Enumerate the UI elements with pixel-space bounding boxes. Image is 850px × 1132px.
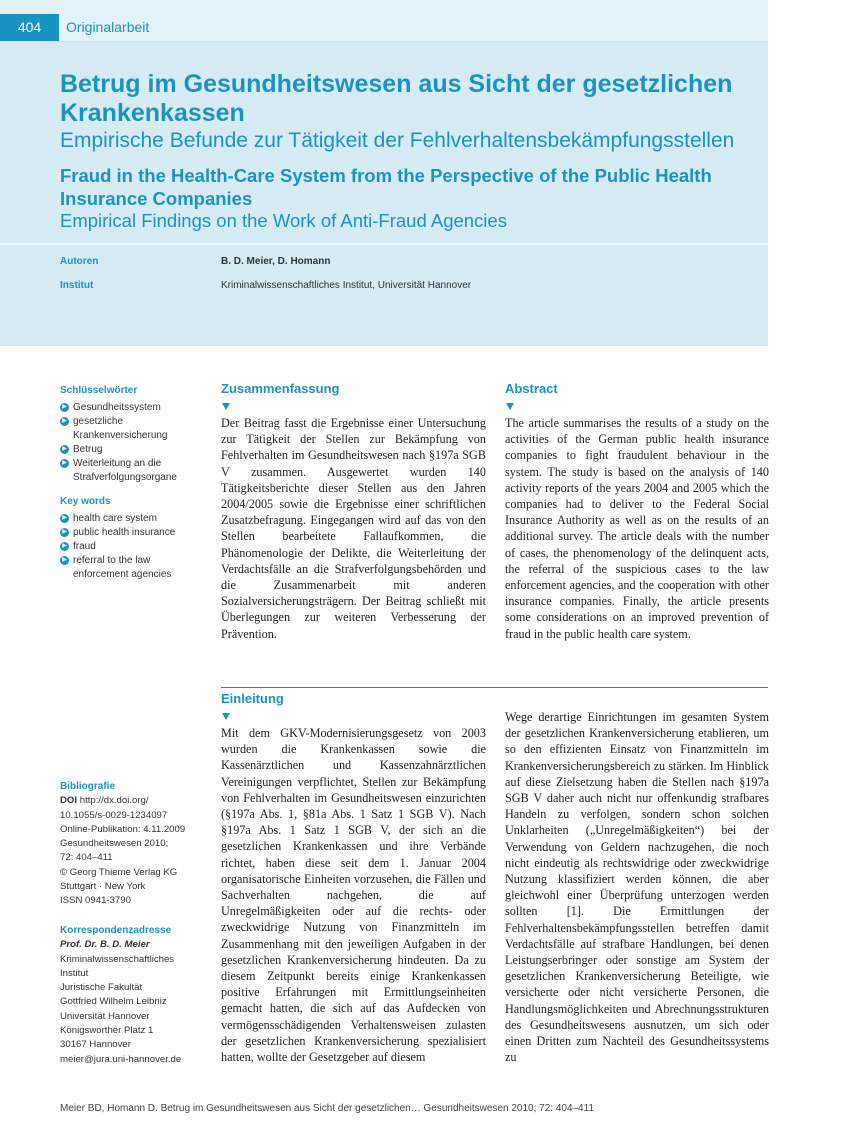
keywords-sidebar — [60, 384, 200, 592]
article-title-de: Betrug im Gesundheitswesen aus Sicht der gesetzlichen Krankenkassen — [60, 70, 733, 127]
abstract-text: The article summarises the results of a study on the activities of the German public health insurance companies to fight fraudulent behaviour in the system. The study is based on the analysis of 140 activity reports of the years 2004 and 2005 which the companies had to deliver to the Federal Social Insurance Authority as well as on the results of an additional survey. The article deals with the number of cases, the phenomenology of the delinquent acts, the referral of the suspicious cases to the law enforcement agencies, and the cooperation with other insurance companies. Finally, the article presents some considerations on an improved prevention of fraud in the public health care system. — [505, 416, 769, 641]
keyword-item: ▶ Gesundheitssystem — [60, 401, 200, 415]
bibliography — [60, 780, 210, 909]
keywords-de-list — [60, 401, 200, 485]
header-divider — [0, 243, 768, 245]
keywords-en-list — [60, 512, 200, 582]
keywords-en-heading: Key words — [60, 496, 111, 507]
keywords-de-heading: Schlüsselwörter — [60, 385, 138, 396]
down-arrow-icon — [222, 403, 230, 410]
issn: ISSN 0941-3790 — [60, 895, 131, 907]
bullet-icon: ▶ — [60, 445, 69, 454]
volume: 72: 404–411 — [60, 852, 113, 864]
intro-heading: Einleitung — [221, 691, 284, 706]
correspondence-heading: Korrespondenzadresse — [60, 925, 172, 936]
doi-line: DOI http://dx.doi.org/ — [60, 795, 149, 807]
article-title-en: Fraud in the Health-Care System from the Perspective of the Public Health Insurance Companies — [60, 165, 712, 209]
online-date: Online-Publikation: 4.11.2009 — [60, 823, 186, 835]
correspondent-name: Prof. Dr. B. D. Meier — [60, 939, 150, 951]
institute-label: Institut — [60, 280, 94, 291]
intro-column-1: Mit dem GKV-Modernisierungsgesetz von 2003 wurden die Krankenkassen sowie die Kassenärztlichen und Kassenzahnärztlichen Vereinigungen verpflichtet, Stellen zur Bekämpfung von Fehlverhalten im Gesundheitswesen einzurichten (§197a Abs. 1, §81a Abs. 1 Satz 1 SGB V). Nach §197a Abs. 1 Satz 1 SGB V, der sich an die gesetzlichen Krankenkassen und ihre Verbände richtet, haben diese seit dem 1. Januar 2004 organisatorische Einheiten vorzusehen, die Fällen und Sachverhalten nachgehen, die auf Unregelmäßigkeiten oder auf die rechts- oder zweckwidrige Nutzung von Finanzmitteln im Zusammenhang mit den jeweiligen Aufgaben in der gesetzlichen Krankenversicherung hindeuten. Da zu diesem Zeitpunkt bereits einige Krankenkassen positive Erfahrungen mit Ermittlungseinheiten gemacht hatten, die sich auf das Aufdecken von vermögensschädigenden Verhaltensweisen zulasten der gesetzlichen Krankenversicherung spezialisiert hatten, wollte der Gesetzgeber auf diesem — [221, 726, 486, 1065]
publisher: © Georg Thieme Verlag KG — [60, 866, 178, 878]
bullet-icon: ▶ — [60, 459, 69, 468]
address-line: Universität Hannover — [60, 1010, 150, 1022]
article-subtitle-en: Empirical Findings on the Work of Anti-Fraud Agencies — [60, 210, 507, 231]
institute: Kriminalwissenschaftliches Institut, Universität Hannover — [221, 280, 472, 291]
address-line: Königsworther Platz 1 — [60, 1025, 154, 1037]
journal: Gesundheitswesen 2010; — [60, 838, 169, 850]
abstract-heading: Abstract — [505, 381, 558, 396]
keyword-item: ▶ Betrug — [60, 443, 200, 457]
authors: B. D. Meier, D. Homann — [221, 256, 331, 267]
email: meier@jura.uni-hannover.de — [60, 1053, 182, 1065]
doi-value: 10.1055/s-0029-1234097 — [60, 809, 168, 821]
section-label: Originalarbeit — [66, 19, 150, 35]
correspondence — [60, 924, 210, 1067]
bullet-icon: ▶ — [60, 556, 69, 565]
bullet-icon: ▶ — [60, 403, 69, 412]
summary-heading: Zusammenfassung — [221, 381, 340, 396]
authors-label: Autoren — [60, 256, 99, 267]
keyword-item: ▶ gesetzliche Krankenversicherung — [60, 415, 200, 443]
down-arrow-icon — [506, 403, 514, 410]
down-arrow-icon — [222, 713, 230, 720]
bullet-icon: ▶ — [60, 514, 69, 523]
bullet-icon: ▶ — [60, 542, 69, 551]
footer-citation: Meier BD, Homann D. Betrug im Gesundheitswesen aus Sicht der gesetzlichen… Gesundheitswesen 2010; 72: 404–411 — [60, 1103, 595, 1114]
bullet-icon: ▶ — [60, 417, 69, 426]
address-line: Kriminalwissenschaftliches — [60, 953, 175, 965]
keyword-item: ▶ fraud — [60, 540, 200, 554]
address-line: Gottfried Wilhelm Leibniz — [60, 996, 167, 1008]
section-divider — [221, 687, 768, 688]
page-number: 404 — [0, 14, 59, 41]
address-line: 30167 Hannover — [60, 1039, 131, 1051]
address-line: Institut — [60, 967, 89, 979]
keyword-item: ▶ referral to the law enforcement agencies — [60, 554, 200, 582]
keyword-item: ▶ Weiterleitung an die Strafverfolgungsorgane — [60, 457, 200, 485]
keyword-item: ▶ health care system — [60, 512, 200, 526]
keyword-item: ▶ public health insurance — [60, 526, 200, 540]
article-subtitle-de: Empirische Befunde zur Tätigkeit der Fehlverhaltensbekämpfungsstellen — [60, 129, 735, 152]
intro-column-2: Wege derartige Einrichtungen im gesamten System der gesetzlichen Krankenversicherung etablieren, um so den effizienten Einsatz von Finanzmitteln im Krankenversicherungsbereich zu stärken. Im Hinblick auf diese Zielsetzung haben die Stellen nach §197a SGB V daher auch nicht nur offenkundig strafbares Handeln zu verfolgen, sondern schon solchen Unklarheiten („Unregelmäßigkeiten“) bei der Verwendung von Geldern nachzugehen, die noch nicht eindeutig als rechtswidrige oder zweckwidrige Nutzung klassifiziert werden können, die aber gleichwohl einer Überprüfung unterzogen werden sollten [1]. Die Ermittlungen der Fehlverhaltensbekämpfungsstellen betreffen damit Verdachtsfälle auf strafbare Handlungen, bei denen Leistungserbringer oder sonstige am System der gesetzlichen Krankenversicherung Beteiligte, wie versicherte oder nicht versicherte Personen, die Handlungsmöglichkeiten und Abrechnungsstrukturen des Gesundheitswesens ausnutzen, um sich oder einen Dritten zum Nachteil des Gesundheitssystems zu — [505, 710, 769, 1065]
publisher-place: Stuttgart · New York — [60, 881, 146, 893]
summary-text: Der Beitrag fasst die Ergebnisse einer Untersuchung zur Tätigkeit der Stellen zur Bekämpfung von Fehlverhalten im Gesundheitswesen nach §197a SGB V zusammen. Ausgewertet wurden 140 Tätigkeitsberichte dieser Stellen aus den Jahren 2004/2005 sowie die Ergebnisse einer schriftlichen Zusatzbefragung. Eingegangen wird auf das von den Stellen bearbeitete Fallaufkommen, die Phänomenologie der Delikte, die Weiterleitung der Verdachtsfälle an die Strafverfolgungsbehörden und die Zusammenarbeit mit anderen Sozialversicherungsträgern. Der Beitrag schließt mit Überlegungen zur weiteren Verbesserung der Prävention. — [221, 416, 486, 641]
bibliography-heading: Bibliografie — [60, 781, 116, 792]
address-line: Juristische Fakultät — [60, 982, 143, 994]
bullet-icon: ▶ — [60, 528, 69, 537]
